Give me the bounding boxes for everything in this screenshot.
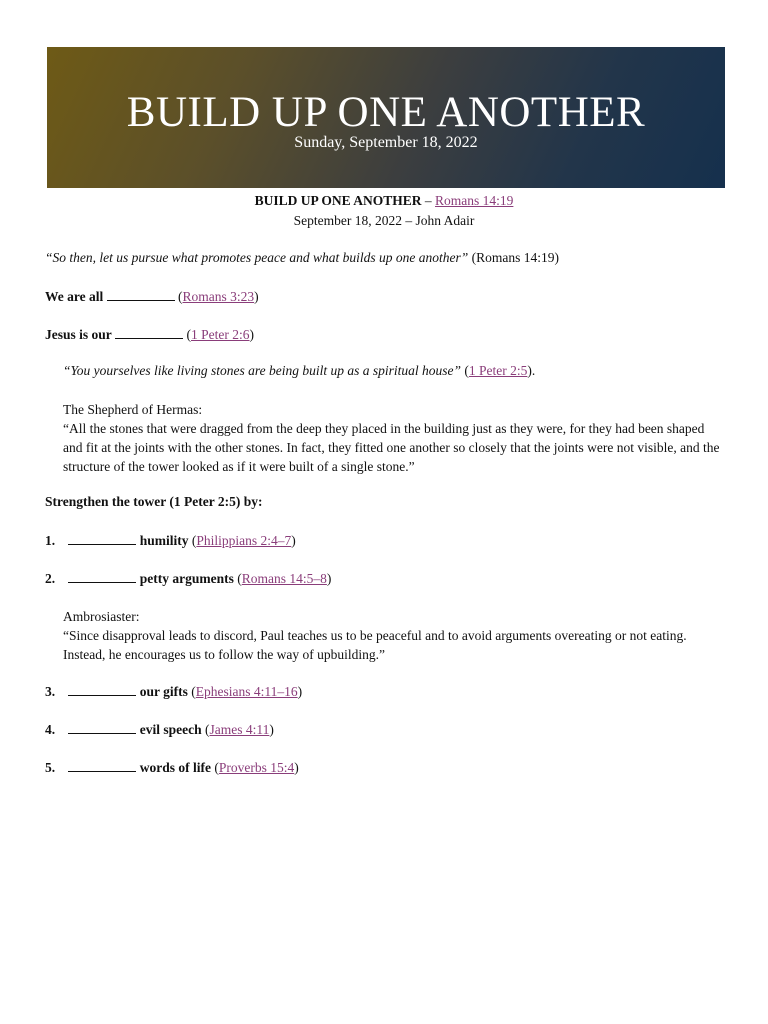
item-number: 4. <box>45 722 56 737</box>
list-item: 5. words of life (Proverbs 15:4) <box>45 760 299 775</box>
item-number: 1. <box>45 533 56 548</box>
banner-title: BUILD UP ONE ANOTHER <box>126 89 646 136</box>
item-number: 5. <box>45 760 56 775</box>
fill-blank <box>68 683 136 696</box>
we-are-all-label: We are all <box>45 289 104 304</box>
item-ref-link[interactable]: Proverbs 15:4 <box>218 760 295 775</box>
item-label: humility <box>139 533 189 548</box>
item-ref-link[interactable]: Ephesians 4:11–16 <box>195 684 298 699</box>
key-verse-quote: “So then, let us pursue what promotes peace and what builds up one another” <box>45 250 469 265</box>
item-label: petty arguments <box>139 571 234 586</box>
fill-blank <box>107 288 175 301</box>
fill-blank <box>68 532 136 545</box>
sermon-title: BUILD UP ONE ANOTHER <box>254 193 422 208</box>
sermon-heading <box>0 193 768 209</box>
jesus-label: Jesus is our <box>45 327 112 342</box>
item-label: evil speech <box>139 722 202 737</box>
list-item: 1. humility (Philippians 2:4–7) <box>45 533 296 548</box>
ambrosiaster-source: Ambrosiaster: <box>63 609 140 624</box>
heading-dash: – <box>421 193 435 208</box>
fill-blank <box>68 570 136 583</box>
hermas-source: The Shepherd of Hermas: <box>63 402 203 417</box>
living-stones-quote: “You yourselves like living stones are being built up as a spiritual house” <box>63 363 461 378</box>
fill-blank <box>115 326 183 339</box>
fill-blank <box>68 721 136 734</box>
key-verse-ref: (Romans 14:19) <box>468 250 559 265</box>
fill-blank <box>68 759 136 772</box>
peter-2-5-link[interactable]: 1 Peter 2:5 <box>468 363 528 378</box>
list-item: 2. petty arguments (Romans 14:5–8) <box>45 571 332 586</box>
key-verse <box>45 250 559 266</box>
header-banner <box>47 47 725 188</box>
item-ref-link[interactable]: James 4:11 <box>209 722 270 737</box>
ambrosiaster-block <box>63 607 725 664</box>
romans-3-23-link[interactable]: Romans 3:23 <box>182 289 255 304</box>
strengthen-heading: Strengthen the tower (1 Peter 2:5) by: <box>45 494 263 509</box>
item-label: our gifts <box>139 684 188 699</box>
item-label: words of life <box>139 760 211 775</box>
banner-date: Sunday, September 18, 2022 <box>294 134 478 151</box>
hermas-block <box>63 400 725 476</box>
list-item: 3. our gifts (Ephesians 4:11–16) <box>45 684 303 699</box>
item-ref-link[interactable]: Romans 14:5–8 <box>241 571 327 586</box>
item-number: 2. <box>45 571 56 586</box>
heading-ref-link[interactable]: Romans 14:19 <box>435 193 514 208</box>
list-item: 4. evil speech (James 4:11) <box>45 722 274 737</box>
sermon-byline: September 18, 2022 – John Adair <box>293 213 475 228</box>
hermas-text: “All the stones that were dragged from the deep they placed in the building just as they were, for they had been shaped and fit at the joints with the other stones. In fact, they fitted one another so closely that the joints were not visible, and the structure of the tower looked as if it were built of a single stone.” <box>63 421 720 474</box>
jesus-line: Jesus is our (1 Peter 2:6) <box>45 327 255 342</box>
peter-2-6-link[interactable]: 1 Peter 2:6 <box>191 327 250 342</box>
ambrosiaster-text: “Since disapproval leads to discord, Paul teaches us to be peaceful and to avoid arguments overeating or not eating. Instead, he encourages us to follow the way of upbuilding.” <box>63 628 687 662</box>
item-ref-link[interactable]: Philippians 2:4–7 <box>196 533 292 548</box>
we-are-all-line: We are all (Romans 3:23) <box>45 289 259 304</box>
living-stones-line: “You yourselves like living stones are being built up as a spiritual house” (1 Peter 2:5). <box>63 363 536 378</box>
item-number: 3. <box>45 684 56 699</box>
